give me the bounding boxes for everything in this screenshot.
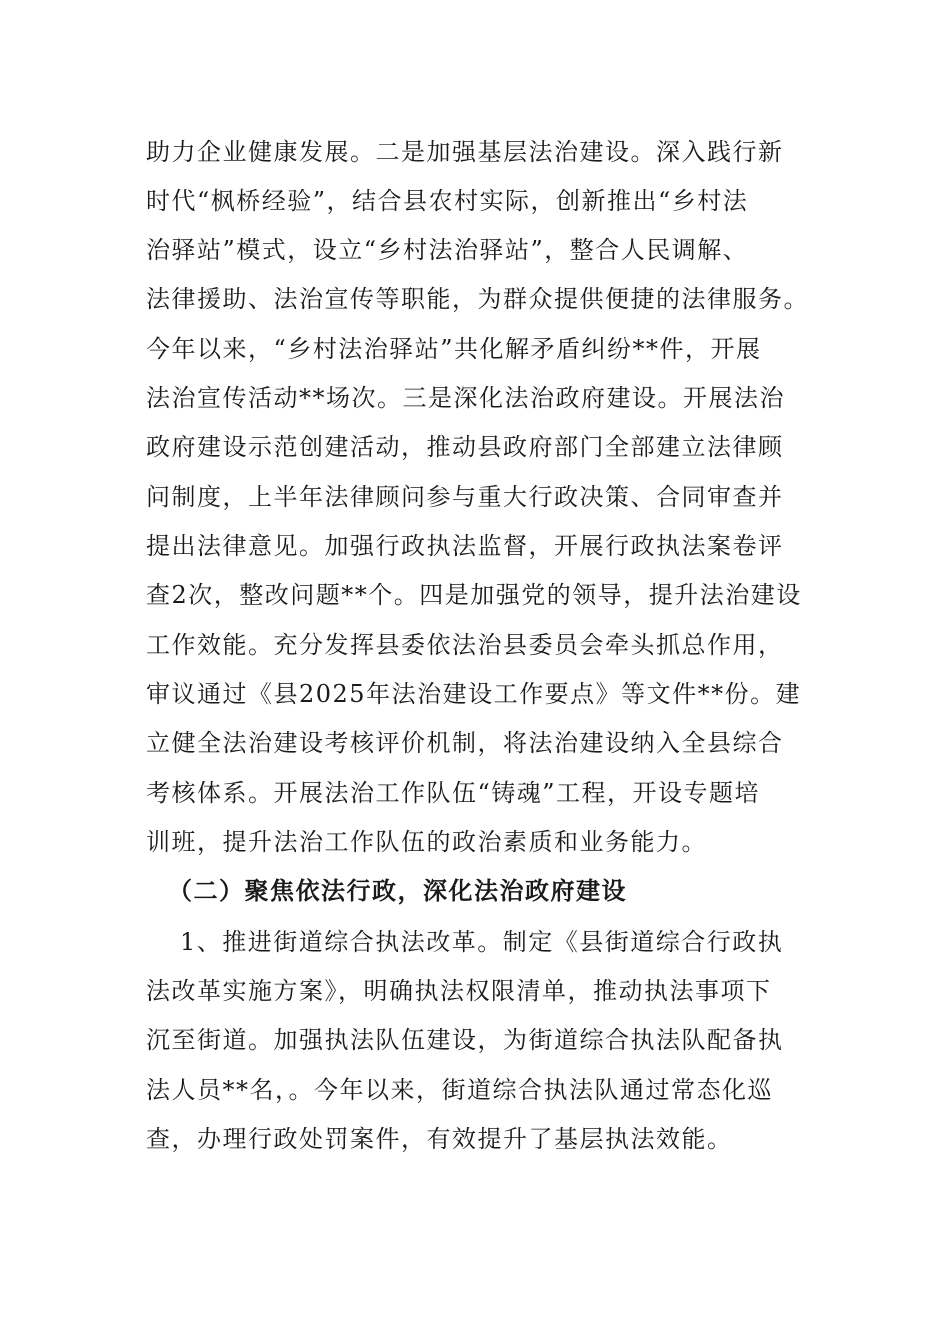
body-text-line: 立健全法治建设考核评价机制，将法治建设纳入全县综合 [146,729,784,757]
body-text-line: 助力企业健康发展。二是加强基层法治建设。深入践行新 [146,138,784,166]
body-text-line: 法人员**名，。今年以来，街道综合执法队通过常态化巡 [146,1076,773,1104]
body-text-line: 沉至街道。加强执法队伍建设，为街道综合执法队配备执 [146,1026,784,1054]
body-text-line: 法律援助、法治宣传等职能，为群众提供便捷的法律服务。 [146,285,809,313]
body-text-line: 问制度，上半年法律顾问参与重大行政决策、合同审查并 [146,483,784,511]
section-heading: （二）聚焦依法行政，深化法治政府建设 [168,877,627,905]
body-text-line: 今年以来，“乡村法治驿站”共化解矛盾纠纷**件，开展 [146,335,762,363]
body-text-line: 考核体系。开展法治工作队伍“铸魂”工程，开设专题培 [146,779,761,807]
body-text-line: 法治宣传活动**场次。三是深化法治政府建设。开展法治 [146,384,785,412]
body-text-line: 提出法律意见。加强行政执法监督，开展行政执法案卷评 [146,532,784,560]
body-text-line: 治驿站”模式，设立“乡村法治驿站”，整合人民调解、 [146,236,749,264]
body-text-line: 训班，提升法治工作队伍的政治素质和业务能力。 [146,828,707,856]
body-text-line: 审议通过《县2025年法治建设工作要点》等文件**份。建 [146,680,802,708]
body-text-line: 工作效能。充分发挥县委依法治县委员会牵头抓总作用， [146,631,784,659]
body-text-line: 查2次，整改问题**个。四是加强党的领导，提升法治建设 [146,581,802,609]
body-text-line: 查，办理行政处罚案件，有效提升了基层执法效能。 [146,1125,733,1153]
body-text-line: 时代“枫桥经验”，结合县农村实际，创新推出“乡村法 [146,187,749,215]
body-text-line: 法改革实施方案》，明确执法权限清单，推动执法事项下 [146,977,772,1005]
body-text-line: 政府建设示范创建活动，推动县政府部门全部建立法律顾 [146,433,784,461]
body-text-line: 1、推进街道综合执法改革。制定《县街道综合行政执 [180,928,784,956]
